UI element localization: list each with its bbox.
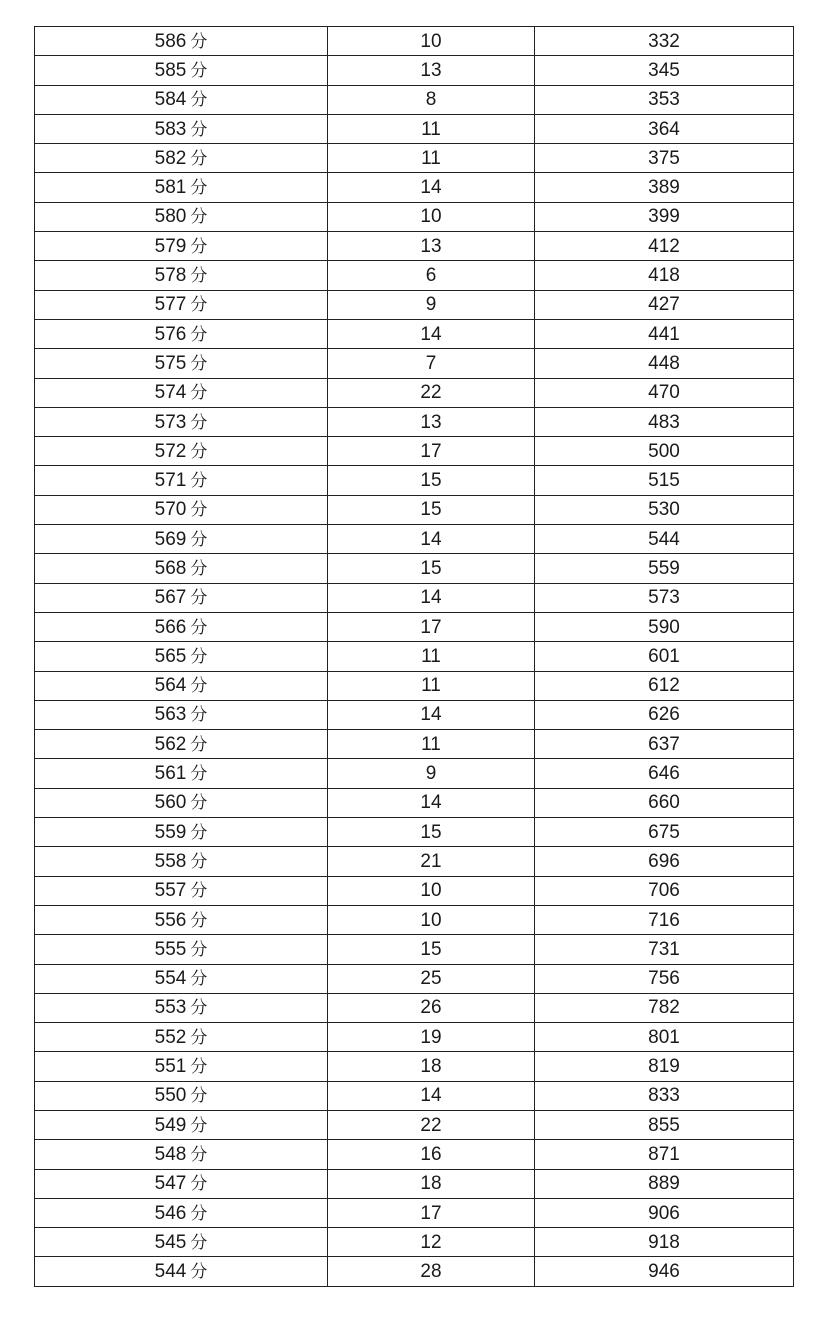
table-row bbox=[35, 847, 794, 876]
count-cell: 28 bbox=[328, 1257, 535, 1286]
count-cell: 18 bbox=[328, 1169, 535, 1198]
score-value: 573 bbox=[154, 411, 187, 433]
score-cell bbox=[35, 993, 328, 1022]
score-value: 544 bbox=[154, 1261, 187, 1283]
score-cell bbox=[35, 407, 328, 436]
score-unit: 分 bbox=[190, 207, 208, 228]
score-unit: 分 bbox=[190, 471, 208, 492]
score-unit: 分 bbox=[190, 90, 208, 111]
cumulative-cell: 559 bbox=[535, 554, 794, 583]
score-unit: 分 bbox=[190, 60, 208, 81]
score-unit: 分 bbox=[190, 705, 208, 726]
table-row bbox=[35, 27, 794, 56]
score-value: 558 bbox=[154, 850, 187, 872]
score-cell bbox=[35, 876, 328, 905]
score-unit: 分 bbox=[190, 383, 208, 404]
score-unit: 分 bbox=[190, 324, 208, 345]
score-cell bbox=[35, 437, 328, 466]
count-cell: 11 bbox=[328, 642, 535, 671]
table-row bbox=[35, 1257, 794, 1286]
cumulative-cell: 412 bbox=[535, 232, 794, 261]
table-row bbox=[35, 905, 794, 934]
cumulative-cell: 819 bbox=[535, 1052, 794, 1081]
score-value: 568 bbox=[154, 557, 187, 579]
score-unit: 分 bbox=[190, 939, 208, 960]
score-cell bbox=[35, 788, 328, 817]
table-row bbox=[35, 1228, 794, 1257]
score-value: 583 bbox=[154, 118, 187, 140]
cumulative-cell: 418 bbox=[535, 261, 794, 290]
table-row bbox=[35, 56, 794, 85]
score-unit: 分 bbox=[190, 793, 208, 814]
table-row bbox=[35, 818, 794, 847]
cumulative-cell: 612 bbox=[535, 671, 794, 700]
score-unit: 分 bbox=[190, 558, 208, 579]
cumulative-cell: 660 bbox=[535, 788, 794, 817]
table-row bbox=[35, 700, 794, 729]
count-cell: 14 bbox=[328, 583, 535, 612]
count-cell: 13 bbox=[328, 407, 535, 436]
score-value: 554 bbox=[154, 968, 187, 990]
score-value: 586 bbox=[154, 30, 187, 52]
score-unit: 分 bbox=[190, 266, 208, 287]
score-cell bbox=[35, 232, 328, 261]
score-cell bbox=[35, 495, 328, 524]
score-value: 550 bbox=[154, 1085, 187, 1107]
score-unit: 分 bbox=[190, 646, 208, 667]
cumulative-cell: 731 bbox=[535, 935, 794, 964]
cumulative-cell: 364 bbox=[535, 114, 794, 143]
score-cell bbox=[35, 290, 328, 319]
score-cell bbox=[35, 525, 328, 554]
count-cell: 14 bbox=[328, 319, 535, 348]
cumulative-cell: 626 bbox=[535, 700, 794, 729]
score-value: 584 bbox=[154, 89, 187, 111]
score-cell bbox=[35, 1052, 328, 1081]
score-cell bbox=[35, 1140, 328, 1169]
score-value: 552 bbox=[154, 1026, 187, 1048]
table-row bbox=[35, 554, 794, 583]
count-cell: 15 bbox=[328, 935, 535, 964]
score-cell bbox=[35, 1228, 328, 1257]
score-value: 549 bbox=[154, 1114, 187, 1136]
cumulative-cell: 696 bbox=[535, 847, 794, 876]
score-unit: 分 bbox=[190, 1027, 208, 1048]
table-row bbox=[35, 173, 794, 202]
score-value: 561 bbox=[154, 763, 187, 785]
score-unit: 分 bbox=[190, 851, 208, 872]
score-unit: 分 bbox=[190, 1174, 208, 1195]
cumulative-cell: 646 bbox=[535, 759, 794, 788]
score-value: 580 bbox=[154, 206, 187, 228]
score-value: 563 bbox=[154, 704, 187, 726]
count-cell: 18 bbox=[328, 1052, 535, 1081]
score-cell bbox=[35, 554, 328, 583]
score-value: 575 bbox=[154, 352, 187, 374]
cumulative-cell: 637 bbox=[535, 730, 794, 759]
table-row bbox=[35, 612, 794, 641]
score-value: 557 bbox=[154, 880, 187, 902]
score-value: 569 bbox=[154, 528, 187, 550]
cumulative-cell: 389 bbox=[535, 173, 794, 202]
table-row bbox=[35, 730, 794, 759]
count-cell: 11 bbox=[328, 144, 535, 173]
count-cell: 8 bbox=[328, 85, 535, 114]
count-cell: 7 bbox=[328, 349, 535, 378]
count-cell: 9 bbox=[328, 290, 535, 319]
score-unit: 分 bbox=[190, 734, 208, 755]
score-value: 576 bbox=[154, 323, 187, 345]
cumulative-cell: 716 bbox=[535, 905, 794, 934]
score-cell bbox=[35, 319, 328, 348]
score-cell bbox=[35, 612, 328, 641]
cumulative-cell: 906 bbox=[535, 1198, 794, 1227]
table-row bbox=[35, 290, 794, 319]
score-unit: 分 bbox=[190, 1115, 208, 1136]
score-cell bbox=[35, 114, 328, 143]
score-cell bbox=[35, 202, 328, 231]
score-value: 579 bbox=[154, 235, 187, 257]
cumulative-cell: 918 bbox=[535, 1228, 794, 1257]
count-cell: 15 bbox=[328, 495, 535, 524]
score-value: 562 bbox=[154, 733, 187, 755]
cumulative-cell: 515 bbox=[535, 466, 794, 495]
cumulative-cell: 855 bbox=[535, 1110, 794, 1139]
table-row bbox=[35, 642, 794, 671]
table-row bbox=[35, 935, 794, 964]
score-cell bbox=[35, 1023, 328, 1052]
cumulative-cell: 483 bbox=[535, 407, 794, 436]
score-cell bbox=[35, 964, 328, 993]
score-value: 548 bbox=[154, 1143, 187, 1165]
table-row bbox=[35, 202, 794, 231]
score-value: 571 bbox=[154, 470, 187, 492]
score-cell bbox=[35, 1169, 328, 1198]
cumulative-cell: 801 bbox=[535, 1023, 794, 1052]
score-value: 578 bbox=[154, 265, 187, 287]
score-cell bbox=[35, 730, 328, 759]
score-unit: 分 bbox=[190, 1057, 208, 1078]
cumulative-cell: 530 bbox=[535, 495, 794, 524]
cumulative-cell: 706 bbox=[535, 876, 794, 905]
score-unit: 分 bbox=[190, 500, 208, 521]
count-cell: 12 bbox=[328, 1228, 535, 1257]
score-value: 556 bbox=[154, 909, 187, 931]
table-row bbox=[35, 1169, 794, 1198]
count-cell: 26 bbox=[328, 993, 535, 1022]
score-cell bbox=[35, 700, 328, 729]
cumulative-cell: 544 bbox=[535, 525, 794, 554]
cumulative-cell: 601 bbox=[535, 642, 794, 671]
score-cell bbox=[35, 56, 328, 85]
score-value: 547 bbox=[154, 1173, 187, 1195]
cumulative-cell: 448 bbox=[535, 349, 794, 378]
score-unit: 分 bbox=[190, 1232, 208, 1253]
score-unit: 分 bbox=[190, 119, 208, 140]
score-value: 574 bbox=[154, 382, 187, 404]
cumulative-cell: 782 bbox=[535, 993, 794, 1022]
count-cell: 22 bbox=[328, 378, 535, 407]
table-row bbox=[35, 466, 794, 495]
score-unit: 分 bbox=[190, 236, 208, 257]
score-value: 560 bbox=[154, 792, 187, 814]
table-row bbox=[35, 788, 794, 817]
table-row bbox=[35, 1081, 794, 1110]
score-value: 577 bbox=[154, 294, 187, 316]
table-row bbox=[35, 349, 794, 378]
table-row bbox=[35, 671, 794, 700]
score-cell bbox=[35, 466, 328, 495]
score-cell bbox=[35, 583, 328, 612]
count-cell: 10 bbox=[328, 876, 535, 905]
score-unit: 分 bbox=[190, 969, 208, 990]
table-row bbox=[35, 525, 794, 554]
score-value: 572 bbox=[154, 440, 187, 462]
count-cell: 17 bbox=[328, 437, 535, 466]
score-cell bbox=[35, 1110, 328, 1139]
cumulative-cell: 946 bbox=[535, 1257, 794, 1286]
count-cell: 14 bbox=[328, 173, 535, 202]
count-cell: 14 bbox=[328, 700, 535, 729]
score-unit: 分 bbox=[190, 1262, 208, 1283]
count-cell: 25 bbox=[328, 964, 535, 993]
table-row bbox=[35, 319, 794, 348]
score-unit: 分 bbox=[190, 588, 208, 609]
cumulative-cell: 756 bbox=[535, 964, 794, 993]
count-cell: 14 bbox=[328, 788, 535, 817]
score-cell bbox=[35, 27, 328, 56]
score-distribution-sheet bbox=[34, 26, 793, 1287]
score-unit: 分 bbox=[190, 764, 208, 785]
score-cell bbox=[35, 378, 328, 407]
score-unit: 分 bbox=[190, 881, 208, 902]
count-cell: 9 bbox=[328, 759, 535, 788]
score-value: 564 bbox=[154, 675, 187, 697]
score-cell bbox=[35, 759, 328, 788]
cumulative-cell: 871 bbox=[535, 1140, 794, 1169]
score-unit: 分 bbox=[190, 822, 208, 843]
score-cell bbox=[35, 1257, 328, 1286]
table-body bbox=[35, 27, 794, 1287]
table-row bbox=[35, 1023, 794, 1052]
count-cell: 10 bbox=[328, 202, 535, 231]
table-row bbox=[35, 1110, 794, 1139]
score-cell bbox=[35, 818, 328, 847]
score-value: 585 bbox=[154, 59, 187, 81]
table-row bbox=[35, 114, 794, 143]
table-row bbox=[35, 1198, 794, 1227]
cumulative-cell: 470 bbox=[535, 378, 794, 407]
score-cell bbox=[35, 847, 328, 876]
table-row bbox=[35, 261, 794, 290]
table-row bbox=[35, 85, 794, 114]
cumulative-cell: 345 bbox=[535, 56, 794, 85]
score-value: 570 bbox=[154, 499, 187, 521]
cumulative-cell: 573 bbox=[535, 583, 794, 612]
score-value: 566 bbox=[154, 616, 187, 638]
table-row bbox=[35, 437, 794, 466]
table-row bbox=[35, 495, 794, 524]
score-unit: 分 bbox=[190, 1203, 208, 1224]
count-cell: 13 bbox=[328, 56, 535, 85]
table-row bbox=[35, 1052, 794, 1081]
score-unit: 分 bbox=[190, 441, 208, 462]
score-value: 582 bbox=[154, 147, 187, 169]
table-row bbox=[35, 759, 794, 788]
score-cell bbox=[35, 1081, 328, 1110]
score-value: 553 bbox=[154, 997, 187, 1019]
table-row bbox=[35, 583, 794, 612]
score-unit: 分 bbox=[190, 1086, 208, 1107]
count-cell: 14 bbox=[328, 525, 535, 554]
score-cell bbox=[35, 905, 328, 934]
score-cell bbox=[35, 671, 328, 700]
count-cell: 13 bbox=[328, 232, 535, 261]
count-cell: 16 bbox=[328, 1140, 535, 1169]
score-cell bbox=[35, 1198, 328, 1227]
count-cell: 21 bbox=[328, 847, 535, 876]
count-cell: 6 bbox=[328, 261, 535, 290]
score-value: 565 bbox=[154, 645, 187, 667]
score-value: 581 bbox=[154, 177, 187, 199]
score-cell bbox=[35, 349, 328, 378]
score-unit: 分 bbox=[190, 295, 208, 316]
score-unit: 分 bbox=[190, 998, 208, 1019]
cumulative-cell: 427 bbox=[535, 290, 794, 319]
count-cell: 11 bbox=[328, 671, 535, 700]
table-row bbox=[35, 144, 794, 173]
score-value: 567 bbox=[154, 587, 187, 609]
score-value: 551 bbox=[154, 1056, 187, 1078]
table-row bbox=[35, 964, 794, 993]
count-cell: 11 bbox=[328, 114, 535, 143]
score-unit: 分 bbox=[190, 31, 208, 52]
score-unit: 分 bbox=[190, 529, 208, 550]
cumulative-cell: 332 bbox=[535, 27, 794, 56]
score-cell bbox=[35, 935, 328, 964]
count-cell: 17 bbox=[328, 612, 535, 641]
score-unit: 分 bbox=[190, 910, 208, 931]
cumulative-cell: 441 bbox=[535, 319, 794, 348]
score-value: 559 bbox=[154, 821, 187, 843]
count-cell: 10 bbox=[328, 27, 535, 56]
count-cell: 19 bbox=[328, 1023, 535, 1052]
cumulative-cell: 353 bbox=[535, 85, 794, 114]
score-cell bbox=[35, 261, 328, 290]
cumulative-cell: 833 bbox=[535, 1081, 794, 1110]
score-cell bbox=[35, 642, 328, 671]
score-unit: 分 bbox=[190, 412, 208, 433]
table-row bbox=[35, 378, 794, 407]
count-cell: 15 bbox=[328, 554, 535, 583]
score-unit: 分 bbox=[190, 1144, 208, 1165]
score-unit: 分 bbox=[190, 178, 208, 199]
table-row bbox=[35, 993, 794, 1022]
score-unit: 分 bbox=[190, 148, 208, 169]
score-unit: 分 bbox=[190, 353, 208, 374]
score-value: 545 bbox=[154, 1231, 187, 1253]
count-cell: 10 bbox=[328, 905, 535, 934]
count-cell: 14 bbox=[328, 1081, 535, 1110]
table-row bbox=[35, 407, 794, 436]
count-cell: 11 bbox=[328, 730, 535, 759]
score-cell bbox=[35, 144, 328, 173]
cumulative-cell: 399 bbox=[535, 202, 794, 231]
count-cell: 15 bbox=[328, 818, 535, 847]
score-unit: 分 bbox=[190, 676, 208, 697]
count-cell: 22 bbox=[328, 1110, 535, 1139]
score-cell bbox=[35, 85, 328, 114]
score-value: 546 bbox=[154, 1202, 187, 1224]
score-value: 555 bbox=[154, 938, 187, 960]
count-cell: 15 bbox=[328, 466, 535, 495]
cumulative-cell: 889 bbox=[535, 1169, 794, 1198]
cumulative-cell: 590 bbox=[535, 612, 794, 641]
cumulative-cell: 375 bbox=[535, 144, 794, 173]
table-row bbox=[35, 232, 794, 261]
score-cell bbox=[35, 173, 328, 202]
score-distribution-table bbox=[34, 26, 794, 1287]
table-row bbox=[35, 1140, 794, 1169]
count-cell: 17 bbox=[328, 1198, 535, 1227]
cumulative-cell: 500 bbox=[535, 437, 794, 466]
table-row bbox=[35, 876, 794, 905]
score-unit: 分 bbox=[190, 617, 208, 638]
cumulative-cell: 675 bbox=[535, 818, 794, 847]
